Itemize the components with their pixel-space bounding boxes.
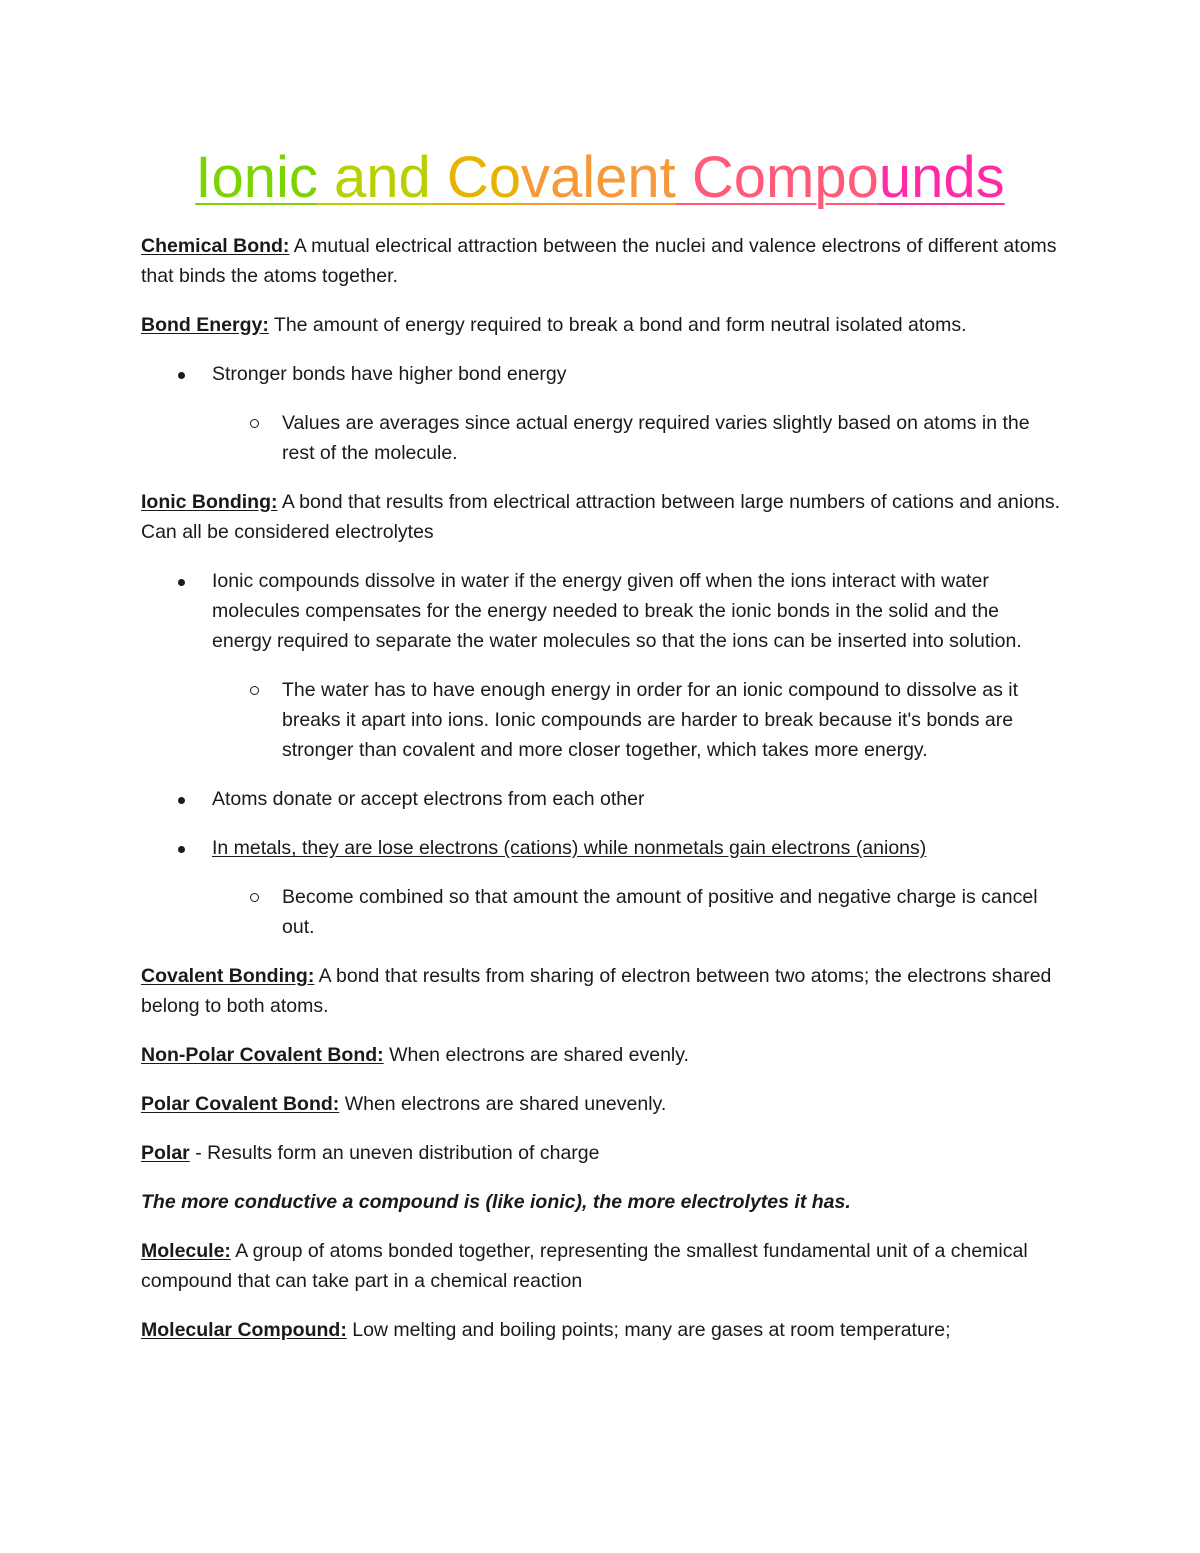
term-label: Bond Energy: [141,314,269,336]
definition-text: Low melting and boiling points; many are gases at room temperature; [346,1319,951,1341]
definition-text: - Results form an uneven distribution of charge [189,1142,600,1164]
bullet-item: Stronger bonds have higher bond energy [141,359,1061,389]
underlined-text: In metals, they are lose electrons (cations) while nonmetals gain electrons (anions) [212,837,927,859]
title-part-6: unds [878,145,1005,210]
title-part-2: and [317,145,431,210]
document-body [141,231,1061,1364]
term-label: Non-Polar Covalent Bond: [141,1044,384,1066]
title-part-5: Compo [675,145,879,210]
term-label: Polar [141,1142,190,1164]
definition-polar [141,1138,1061,1168]
title-part-4: valent [521,145,676,210]
conductive-note: The more conductive a compound is (like ionic), the more electrolytes it has. [141,1191,851,1213]
sub-bullet-item: Values are averages since actual energy required varies slightly based on atoms in the rest of the molecule. [141,408,1061,468]
page-title [0,138,1200,218]
definition-nonpolar-covalent [141,1040,1061,1070]
definition-covalent-bonding [141,961,1061,1021]
bullet-item: Ionic compounds dissolve in water if the energy given off when the ions interact with water molecules compensates for the energy needed to break the ionic bonds in the solid and the energy required to separate the water molecules so that the ions can be inserted into solution. [141,566,1061,656]
term-label: Molecule: [141,1240,231,1262]
definition-ionic-bonding [141,487,1061,547]
definition-molecular-compound [141,1315,1061,1345]
term-label: Chemical Bond: [141,235,290,257]
term-label: Molecular Compound: [141,1319,347,1341]
term-label: Polar Covalent Bond: [141,1093,340,1115]
definition-text: A bond that results from electrical attraction between large numbers of cations and anions. Can all be considered electrolytes [141,491,1061,543]
bullet-item: Atoms donate or accept electrons from each other [141,784,1061,814]
title-part-3: Co [430,145,521,210]
sub-bullet-item: Become combined so that amount the amount of positive and negative charge is cancel out. [141,882,1061,942]
sub-bullet-item: The water has to have enough energy in order for an ionic compound to dissolve as it breaks it apart into ions. Ionic compounds are harder to break because it's bonds are stronger than covalent and more closer together, which takes more energy. [141,675,1061,765]
definition-molecule [141,1236,1061,1296]
definition-text: A bond that results from sharing of electron between two atoms; the electrons shared belong to both atoms. [141,965,1052,1017]
definition-text: When electrons are shared unevenly. [339,1093,667,1115]
definition-text: A mutual electrical attraction between the nuclei and valence electrons of different atoms that binds the atoms together. [141,235,1057,287]
term-label: Ionic Bonding: [141,491,278,513]
definition-polar-covalent [141,1089,1061,1119]
title-part-1: Ionic [195,145,318,210]
term-label: Covalent Bonding: [141,965,315,987]
definition-text: A group of atoms bonded together, representing the smallest fundamental unit of a chemical compound that can take part in a chemical reaction [141,1240,1028,1292]
definition-chemical-bond [141,231,1061,291]
definition-text: When electrons are shared evenly. [383,1044,689,1066]
definition-bond-energy [141,310,1061,340]
definition-text: The amount of energy required to break a bond and form neutral isolated atoms. [268,314,967,336]
bullet-item [141,833,1061,863]
